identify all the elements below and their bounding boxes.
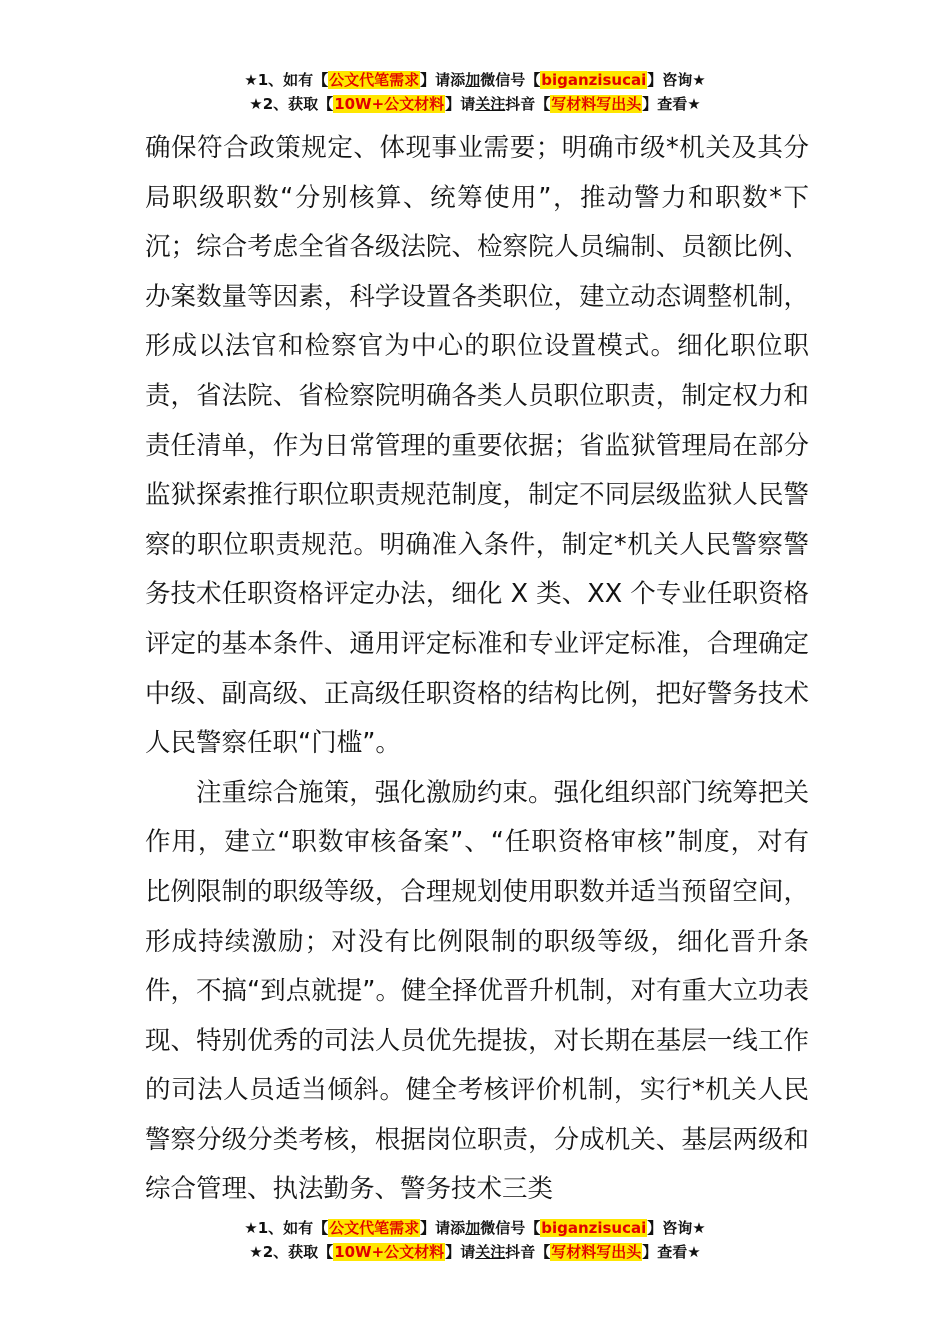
banner-line-2 bbox=[0, 92, 950, 116]
banner-text: 抖音【 bbox=[505, 1243, 551, 1261]
document-body bbox=[145, 124, 809, 1215]
banner-text: ★1、如有【 bbox=[244, 71, 329, 89]
banner-text: 微信号【 bbox=[480, 1219, 541, 1237]
banner-text: 】请添 bbox=[420, 71, 466, 89]
highlight-wechat-id: biganzisucai bbox=[541, 1219, 647, 1237]
highlight-service: 公文代笔需求 bbox=[329, 1219, 420, 1237]
highlight-wechat-id: biganzisucai bbox=[541, 71, 647, 89]
underlined-text: 加 bbox=[465, 1219, 481, 1237]
banner-text: 微信号【 bbox=[480, 71, 541, 89]
banner-line-1 bbox=[0, 1216, 950, 1240]
paragraph: 注重综合施策，强化激励约束。强化组织部门统筹把关作用，建立“职数审核备案”、“任职资格审核”制度，对有比例限制的职级等级，合理规划使用职数并适当预留空间，形成持续激励；对没有比例限制的职级等级，细化晋升条件，不搞“到点就提”。健全择优晋升机制，对有重大立功表现、特别优秀的司法人员优先提拔，对长期在基层一线工作的司法人员适当倾斜。健全考核评价机制，实行*机关人民警察分级分类考核，根据岗位职责，分成机关、基层两级和综合管理、执法勤务、警务技术三类 bbox=[145, 777, 809, 1205]
banner-text: ★1、如有【 bbox=[244, 1219, 329, 1237]
banner-text: 】咨询★ bbox=[647, 1219, 706, 1237]
footer-banner bbox=[0, 1216, 950, 1264]
banner-text: ★2、获取【 bbox=[249, 95, 334, 113]
paragraph: 确保符合政策规定、体现事业需要；明确市级*机关及其分局职级职数“分别核算、统筹使用”，推动警力和职数*下沉；综合考虑全省各级法院、检察院人员编制、员额比例、办案数量等因素，科学设置各类职位，建立动态调整机制，形成以法官和检察官为中心的职位设置模式。细化职位职责，省法院、省检察院明确各类人员职位职责，制定权力和责任清单，作为日常管理的重要依据；省监狱管理局在部分监狱探索推行职位职责规范制度，制定不同层级监狱人民警察的职位职责规范。明确准入条件，制定*机关人民警察警务技术任职资格评定办法，细化 X 类、XX 个专业任职资格评定的基本条件、通用评定标准和专业评定标准，合理确定中级、副高级、正高级任职资格的结构比例，把好警务技术人民警察任职“门槛”。 bbox=[145, 133, 809, 759]
underlined-text: 加 bbox=[465, 71, 481, 89]
banner-text: 】查看★ bbox=[642, 95, 701, 113]
highlight-materials: 10W+公文材料 bbox=[334, 1243, 445, 1261]
underlined-text: 关注 bbox=[475, 1243, 506, 1261]
banner-text: 】查看★ bbox=[642, 1243, 701, 1261]
banner-text: ★2、获取【 bbox=[249, 1243, 334, 1261]
banner-line-1 bbox=[0, 68, 950, 92]
banner-text: 抖音【 bbox=[505, 95, 551, 113]
banner-text: 】请 bbox=[445, 95, 476, 113]
highlight-service: 公文代笔需求 bbox=[329, 71, 420, 89]
header-banner bbox=[0, 68, 950, 116]
banner-line-2 bbox=[0, 1240, 950, 1264]
underlined-text: 关注 bbox=[475, 95, 506, 113]
highlight-douyin-account: 写材料写出头 bbox=[551, 1243, 642, 1261]
highlight-douyin-account: 写材料写出头 bbox=[551, 95, 642, 113]
banner-text: 】咨询★ bbox=[647, 71, 706, 89]
banner-text: 】请添 bbox=[420, 1219, 466, 1237]
highlight-materials: 10W+公文材料 bbox=[334, 95, 445, 113]
banner-text: 】请 bbox=[445, 1243, 476, 1261]
